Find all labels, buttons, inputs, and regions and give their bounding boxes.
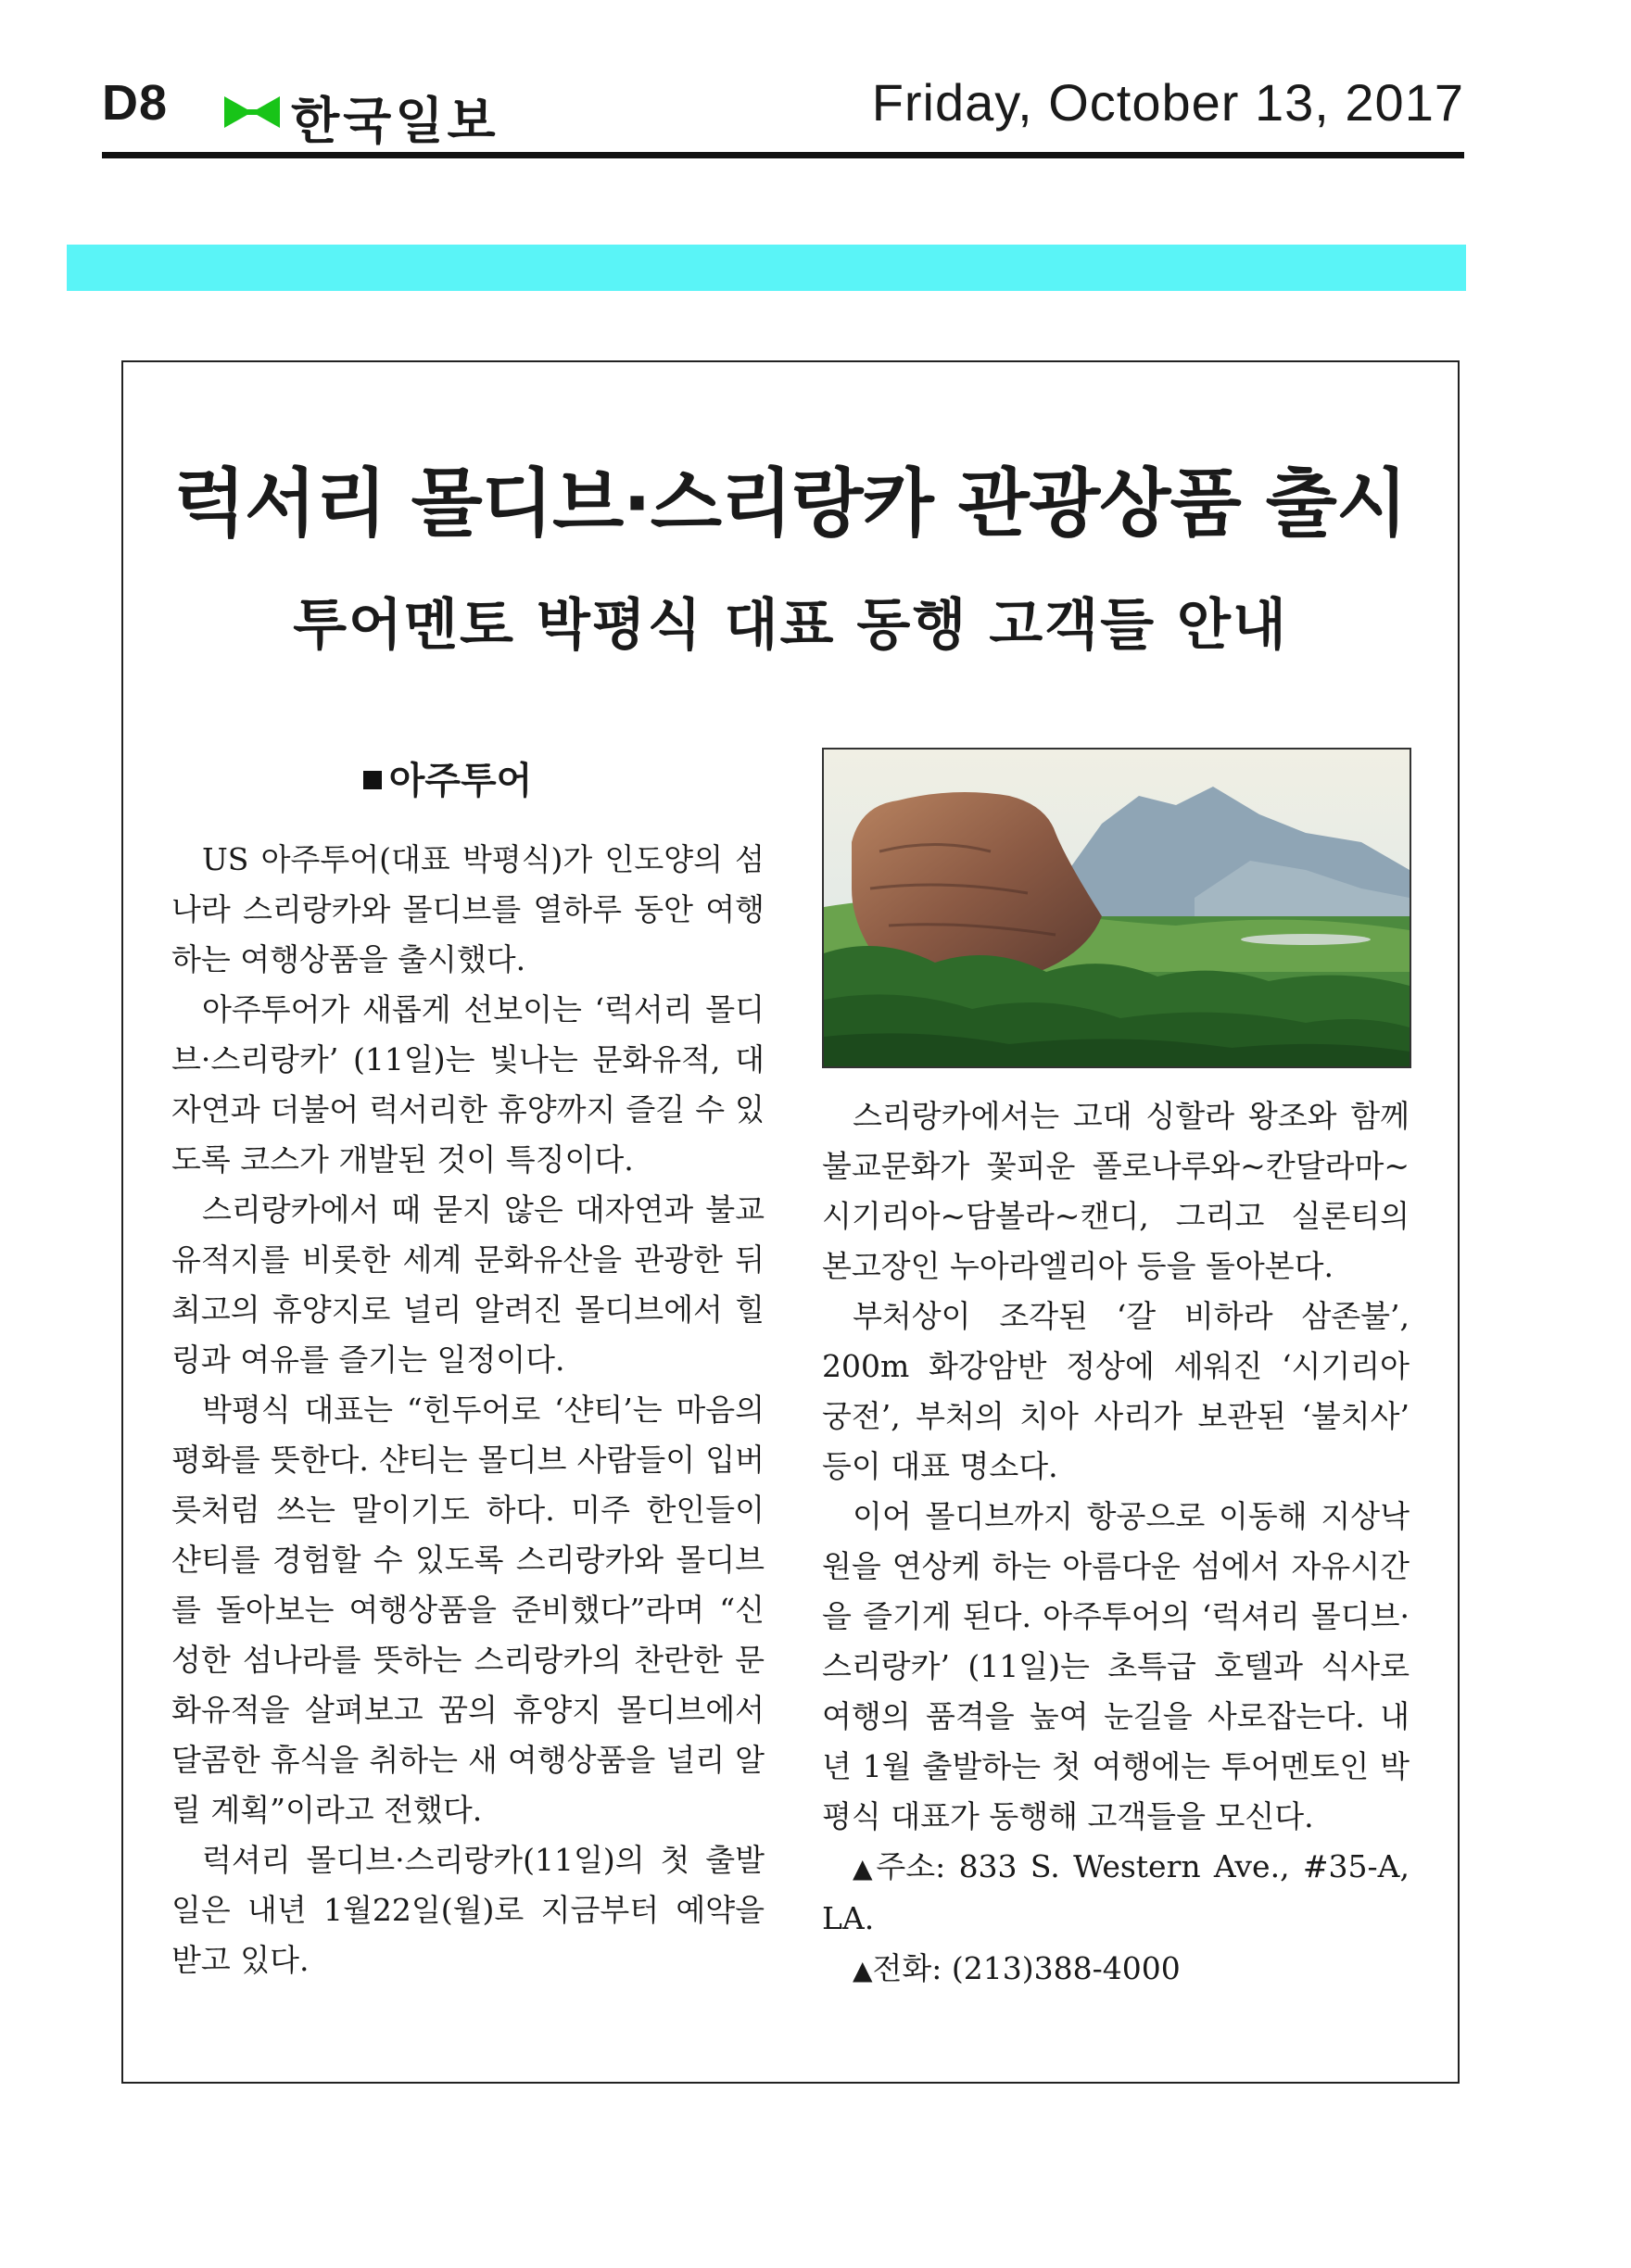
- square-bullet-icon: [363, 771, 382, 789]
- sigiriya-rock-photo-icon: [824, 750, 1410, 1066]
- paragraph: 아주투어가 새롭게 선보이는 ‘럭서리 몰디브·스리랑카’ (11일)는 빛나는 문화유적, 대자연과 더불어 럭서리한 휴양까지 즐길 수 있도록 코스가 개발된 것이 특징이다.: [171, 991, 765, 1178]
- article-box: [121, 360, 1460, 2084]
- paragraph: 박평식 대표는 “힌두어로 ‘샨티’는 마음의 평화를 뜻한다. 샨티는 몰디브 사람들이 입버릇처럼 쓰는 말이기도 하다. 미주 한인들이 샨티를 경험할 수 있도록 스리랑카와 몰디브를 돌아보는 여행상품을 준비했다”라며 “신성한 섬나라를 뜻하는 스리랑카의 찬란한 문화유적을 살펴보고 꿈의 휴양지 몰디브에서 달콤한 휴식을 취하는 새 여행상품을 널리 알릴 계획”이라고 전했다.: [171, 1392, 765, 1828]
- paragraph: 이어 몰디브까지 항공으로 이동해 지상낙원을 연상케 하는 아름다운 섬에서 자유시간을 즐기게 된다. 아주투어의 ‘럭셔리 몰디브·스리랑카’ (11일)는 초특급 호텔과 식사로 여행의 품격을 높여 눈길을 사로잡는다. 내년 1월 출발하는 첫 여행에는 투어멘토인 박평식 대표가 동행해 고객들을 모신다.: [822, 1498, 1410, 1834]
- contact-phone: [822, 1944, 1410, 1996]
- paragraph: 부처상이 조각된 ‘갈 비하라 삼존불’, 200m 화강암반 정상에 세워진 ‘시기리아 궁전’, 부처의 치아 사리가 보관된 ‘불치사’ 등이 대표 명소다.: [822, 1298, 1410, 1484]
- masthead-rule: [102, 152, 1464, 158]
- page-number: D8: [102, 75, 169, 131]
- newspaper-logo-icon: [224, 96, 280, 128]
- section-color-bar: [67, 245, 1466, 291]
- headline: 럭서리 몰디브·스리랑카 관광상품 출시: [173, 460, 1408, 547]
- article-column-left: [171, 835, 765, 1985]
- address-label: 주소:: [876, 1848, 946, 1884]
- phone-label: 전화:: [872, 1950, 942, 1986]
- article-column-right: [822, 1091, 1410, 1996]
- subheadline: 투어멘토 박평식 대표 동행 고객들 안내: [293, 593, 1288, 658]
- phone-value: (213)388-4000: [951, 1950, 1181, 1986]
- issue-date: Friday, October 13, 2017: [871, 73, 1464, 132]
- address-value: 833 S. Western Ave., #35-A, LA.: [822, 1848, 1410, 1936]
- paragraph: 스리랑카에서는 고대 싱할라 왕조와 함께 불교문화가 꽃피운 폴로나루와~칸달라마~시기리아~담볼라~캔디, 그리고 실론티의 본고장인 누아라엘리아 등을 돌아본다.: [822, 1098, 1410, 1284]
- byline-text: 아주투어: [388, 760, 533, 802]
- byline: [123, 751, 772, 804]
- paragraph: 스리랑카에서 때 묻지 않은 대자연과 불교 유적지를 비롯한 세계 문화유산을 관광한 뒤 최고의 휴양지로 널리 알려진 몰디브에서 힐링과 여유를 즐기는 일정이다.: [171, 1191, 765, 1378]
- contact-address: [822, 1842, 1410, 1944]
- masthead: [102, 67, 1464, 150]
- paragraph: US 아주투어(대표 박평식)가 인도양의 섬나라 스리랑카와 몰디브를 열하루 동안 여행하는 여행상품을 출시했다.: [171, 841, 765, 977]
- triangle-bullet-icon: ▲: [853, 1955, 873, 1985]
- paragraph: 럭셔리 몰디브·스리랑카(11일)의 첫 출발일은 내년 1월22일(월)로 지금부터 예약을 받고 있다.: [171, 1842, 765, 1978]
- newspaper-name: 한국일보: [291, 92, 499, 150]
- sigiriya-photo: [822, 748, 1411, 1068]
- triangle-bullet-icon: ▲: [853, 1853, 877, 1884]
